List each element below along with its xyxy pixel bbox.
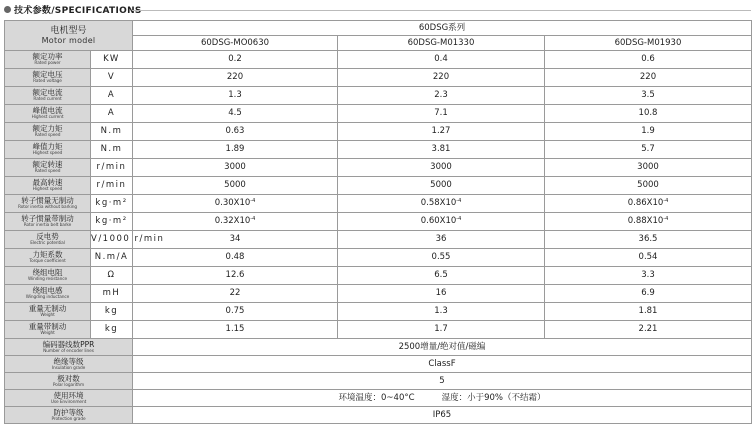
param-value (338, 69, 545, 87)
param-value (545, 105, 752, 123)
table-row (5, 407, 752, 424)
param-value-text: 34 (229, 234, 241, 245)
param-value (338, 177, 545, 195)
table-row (5, 105, 752, 123)
param-label (5, 105, 91, 123)
param-value-text: 1.3 (228, 90, 242, 101)
table-row (5, 177, 752, 195)
model-header-cell (5, 21, 133, 51)
param-unit: N.m (91, 123, 133, 141)
param-label-cn: 极对数 (57, 373, 80, 383)
param-value-text: 7.1 (434, 108, 448, 119)
param-value-text: 1.81 (638, 306, 658, 317)
param-label-en: Torque coefficient (29, 259, 66, 264)
param-value (133, 87, 338, 105)
param-value-text: 36 (435, 234, 447, 245)
param-value-text: 0.32X10 (214, 216, 251, 227)
param-value: 环境温度：0~40°C 湿度：小于90%（不结霜） (133, 390, 752, 407)
param-label-en: Rated speed (34, 169, 61, 174)
param-value-text: 3.5 (641, 90, 655, 101)
param-label-cn: 最高转速 (32, 178, 63, 187)
param-value (545, 69, 752, 87)
param-value (133, 105, 338, 123)
param-label-cn: 转子惯量无制动 (21, 196, 74, 205)
param-value (133, 303, 338, 321)
param-value-text: 1.27 (431, 126, 451, 137)
table-row (5, 213, 752, 231)
param-value-text: 1.15 (225, 324, 245, 335)
param-value-text: 0.63 (225, 126, 245, 137)
table-row (5, 303, 752, 321)
param-label-en: Wingding inductance (25, 295, 70, 300)
section-title: 技术参数/SPECIFICATIONS (14, 6, 142, 16)
param-unit: V/1000 r/min (91, 231, 133, 249)
param-label-cn: 额定功率 (32, 52, 63, 61)
param-value-text: 6.5 (434, 270, 448, 281)
param-value-text: 0.48 (225, 252, 245, 263)
param-label-en: Rated speed (34, 133, 61, 138)
table-row (5, 267, 752, 285)
param-unit: r/min (91, 159, 133, 177)
param-value (338, 303, 545, 321)
param-value (338, 159, 545, 177)
param-value-text: 3000 (430, 162, 452, 173)
param-label (5, 177, 91, 195)
param-value (133, 159, 338, 177)
param-unit: kg·m² (91, 195, 133, 213)
param-label (5, 407, 133, 424)
param-label-en: Winding resistance (27, 277, 68, 282)
param-label (5, 51, 91, 69)
param-value-text: 5000 (224, 180, 246, 191)
param-label-en: Polar logarithm (52, 382, 85, 388)
param-value-text: 3000 (637, 162, 659, 173)
param-label-cn: 力矩系数 (32, 250, 63, 259)
param-label-en: Protection grade (51, 416, 86, 422)
table-row (5, 231, 752, 249)
param-unit: kg (91, 321, 133, 339)
param-value-text: 5.7 (641, 144, 655, 155)
param-value-text: 10.8 (638, 108, 658, 119)
param-label-en: Number of encoder lines (43, 348, 94, 354)
param-value (545, 177, 752, 195)
section-header (0, 0, 755, 20)
param-value-text: 1.9 (641, 126, 655, 137)
param-value-exponent: -4 (663, 198, 669, 205)
param-label (5, 213, 91, 231)
param-value-text: 0.58X10 (420, 198, 457, 209)
param-value (133, 321, 338, 339)
param-value (338, 51, 545, 69)
param-value (545, 195, 752, 213)
param-value (545, 285, 752, 303)
param-value (338, 141, 545, 159)
param-value-text: 22 (229, 288, 241, 299)
model-name: 60DSG-M01330 (338, 36, 545, 51)
param-value (338, 321, 545, 339)
param-label-cn: 额定转速 (32, 160, 63, 169)
param-value (545, 303, 752, 321)
table-row (5, 195, 752, 213)
param-label (5, 123, 91, 141)
param-label-en: Rotor inertia without barking (18, 205, 77, 210)
param-unit: r/min (91, 177, 133, 195)
param-label (5, 390, 133, 407)
param-value-text: 3.3 (641, 270, 655, 281)
param-label-cn: 防护等级 (53, 407, 84, 417)
param-value (545, 87, 752, 105)
param-label-en: Rated voltage (33, 79, 62, 84)
param-value-text: 0.30X10 (214, 198, 251, 209)
table-row (5, 321, 752, 339)
param-unit: mH (91, 285, 133, 303)
param-value: 2500增量/绝对值/磁编 (133, 339, 752, 356)
param-value: 5 (133, 373, 752, 390)
param-value (338, 267, 545, 285)
param-value (545, 141, 752, 159)
param-label-cn: 绕组电感 (32, 286, 63, 295)
param-value (133, 267, 338, 285)
param-label-cn: 编码器线数PPR (42, 339, 95, 349)
param-value (133, 249, 338, 267)
param-value-exponent: -4 (250, 216, 256, 223)
param-label (5, 303, 91, 321)
param-unit: N.m (91, 141, 133, 159)
param-value (338, 87, 545, 105)
param-unit: N.m/A (91, 249, 133, 267)
param-value-text: 0.75 (225, 306, 245, 317)
param-label (5, 231, 91, 249)
param-unit: Ω (91, 267, 133, 285)
param-value-text: 5000 (637, 180, 659, 191)
param-value-exponent: -4 (456, 216, 462, 223)
param-value (133, 69, 338, 87)
param-value-exponent: -4 (250, 198, 256, 205)
param-label (5, 267, 91, 285)
param-label-en: Highest speed (32, 187, 63, 192)
param-label-cn: 峰值电流 (32, 106, 63, 115)
param-value-text: 16 (435, 288, 447, 299)
param-label-cn: 反电势 (36, 232, 59, 241)
param-value-text: 220 (432, 72, 450, 83)
param-value (133, 285, 338, 303)
param-value (338, 195, 545, 213)
param-label (5, 339, 133, 356)
param-value-text: 0.2 (228, 54, 242, 65)
param-value-text: 12.6 (225, 270, 245, 281)
param-label-cn: 峰值力矩 (32, 142, 63, 151)
param-value-text: 0.6 (641, 54, 655, 65)
model-header-cn: 电机型号 (50, 26, 87, 36)
param-value-text: 3000 (224, 162, 246, 173)
param-label-cn: 额定力矩 (32, 124, 63, 133)
table-row (5, 141, 752, 159)
param-value (545, 213, 752, 231)
param-value (545, 123, 752, 141)
param-unit: A (91, 105, 133, 123)
param-value-text: 0.55 (431, 252, 451, 263)
param-label-cn: 额定电流 (32, 88, 63, 97)
param-label (5, 87, 91, 105)
param-label (5, 373, 133, 390)
param-label-en: Weight (40, 313, 55, 318)
param-value-text: 3.81 (431, 144, 451, 155)
param-value (545, 267, 752, 285)
param-label-en: Highest speed (32, 151, 63, 156)
param-value-text: 0.86X10 (627, 198, 664, 209)
param-label-en: Weight (40, 331, 55, 336)
param-value (338, 105, 545, 123)
model-name: 60DSG-MO0630 (133, 36, 338, 51)
param-label (5, 249, 91, 267)
table-row (5, 51, 752, 69)
bullet-icon (4, 6, 11, 13)
header-divider (132, 10, 751, 11)
param-value-exponent: -4 (456, 198, 462, 205)
param-label (5, 321, 91, 339)
param-value (338, 249, 545, 267)
param-label-cn: 转子惯量带制动 (21, 214, 74, 223)
param-label (5, 356, 133, 373)
param-value-exponent: -4 (663, 216, 669, 223)
param-unit: KW (91, 51, 133, 69)
param-value-text: 220 (226, 72, 244, 83)
table-row (5, 249, 752, 267)
table-row (5, 373, 752, 390)
param-value-text: 4.5 (228, 108, 242, 119)
param-value (338, 285, 545, 303)
param-label-en: Rated current (33, 97, 62, 102)
param-value-text: 0.60X10 (420, 216, 457, 227)
param-value (338, 231, 545, 249)
param-unit: kg·m² (91, 213, 133, 231)
param-value-text: 1.89 (225, 144, 245, 155)
param-label-en: Electric potential (30, 241, 65, 246)
table-row (5, 159, 752, 177)
param-value (545, 159, 752, 177)
param-label (5, 285, 91, 303)
table-row (5, 339, 752, 356)
param-value-text: 5000 (430, 180, 452, 191)
param-label-en: Highest current (31, 115, 64, 120)
param-label-cn: 重量无制动 (28, 304, 67, 313)
param-label-en: Insulation grade (51, 365, 86, 371)
param-label-en: Rotor inertia belt barke (23, 223, 72, 228)
param-value (133, 141, 338, 159)
param-label-cn: 绕组电阻 (32, 268, 63, 277)
param-value-text: 1.3 (434, 306, 448, 317)
param-unit: V (91, 69, 133, 87)
series-name: 60DSG系列 (133, 21, 752, 36)
param-value (133, 195, 338, 213)
table-row (5, 356, 752, 373)
param-value (545, 231, 752, 249)
table-row (5, 285, 752, 303)
param-value-text: 0.88X10 (627, 216, 664, 227)
param-value (545, 51, 752, 69)
model-name: 60DSG-M01930 (545, 36, 752, 51)
param-value-text: 0.4 (434, 54, 448, 65)
param-value (338, 213, 545, 231)
table-row (5, 69, 752, 87)
param-label-en: Rated power (34, 61, 61, 66)
param-value-text: 2.21 (638, 324, 658, 335)
param-value-text: 36.5 (638, 234, 658, 245)
param-label (5, 159, 91, 177)
param-value (545, 249, 752, 267)
param-label-cn: 绝缘等级 (53, 356, 84, 366)
param-value-text: 1.7 (434, 324, 448, 335)
param-value: ClassF (133, 356, 752, 373)
param-unit: kg (91, 303, 133, 321)
param-value-text: 6.9 (641, 288, 655, 299)
param-value-text: 0.54 (638, 252, 658, 263)
param-value (338, 123, 545, 141)
param-label-en: Use Environment (50, 399, 87, 405)
param-label (5, 69, 91, 87)
param-label-cn: 额定电压 (32, 70, 63, 79)
param-label (5, 141, 91, 159)
param-value (133, 213, 338, 231)
param-label-cn: 重量带制动 (28, 322, 67, 331)
param-label (5, 195, 91, 213)
param-value (133, 177, 338, 195)
param-value-text: 220 (639, 72, 657, 83)
table-row (5, 390, 752, 407)
param-value: IP65 (133, 407, 752, 424)
table-row (5, 87, 752, 105)
param-value (545, 321, 752, 339)
table-row (5, 123, 752, 141)
param-value (133, 51, 338, 69)
param-unit: A (91, 87, 133, 105)
specifications-table (4, 20, 752, 424)
param-value (133, 123, 338, 141)
param-value-text: 2.3 (434, 90, 448, 101)
model-header-en: Motor model (41, 36, 96, 45)
param-label-cn: 使用环境 (53, 390, 84, 400)
